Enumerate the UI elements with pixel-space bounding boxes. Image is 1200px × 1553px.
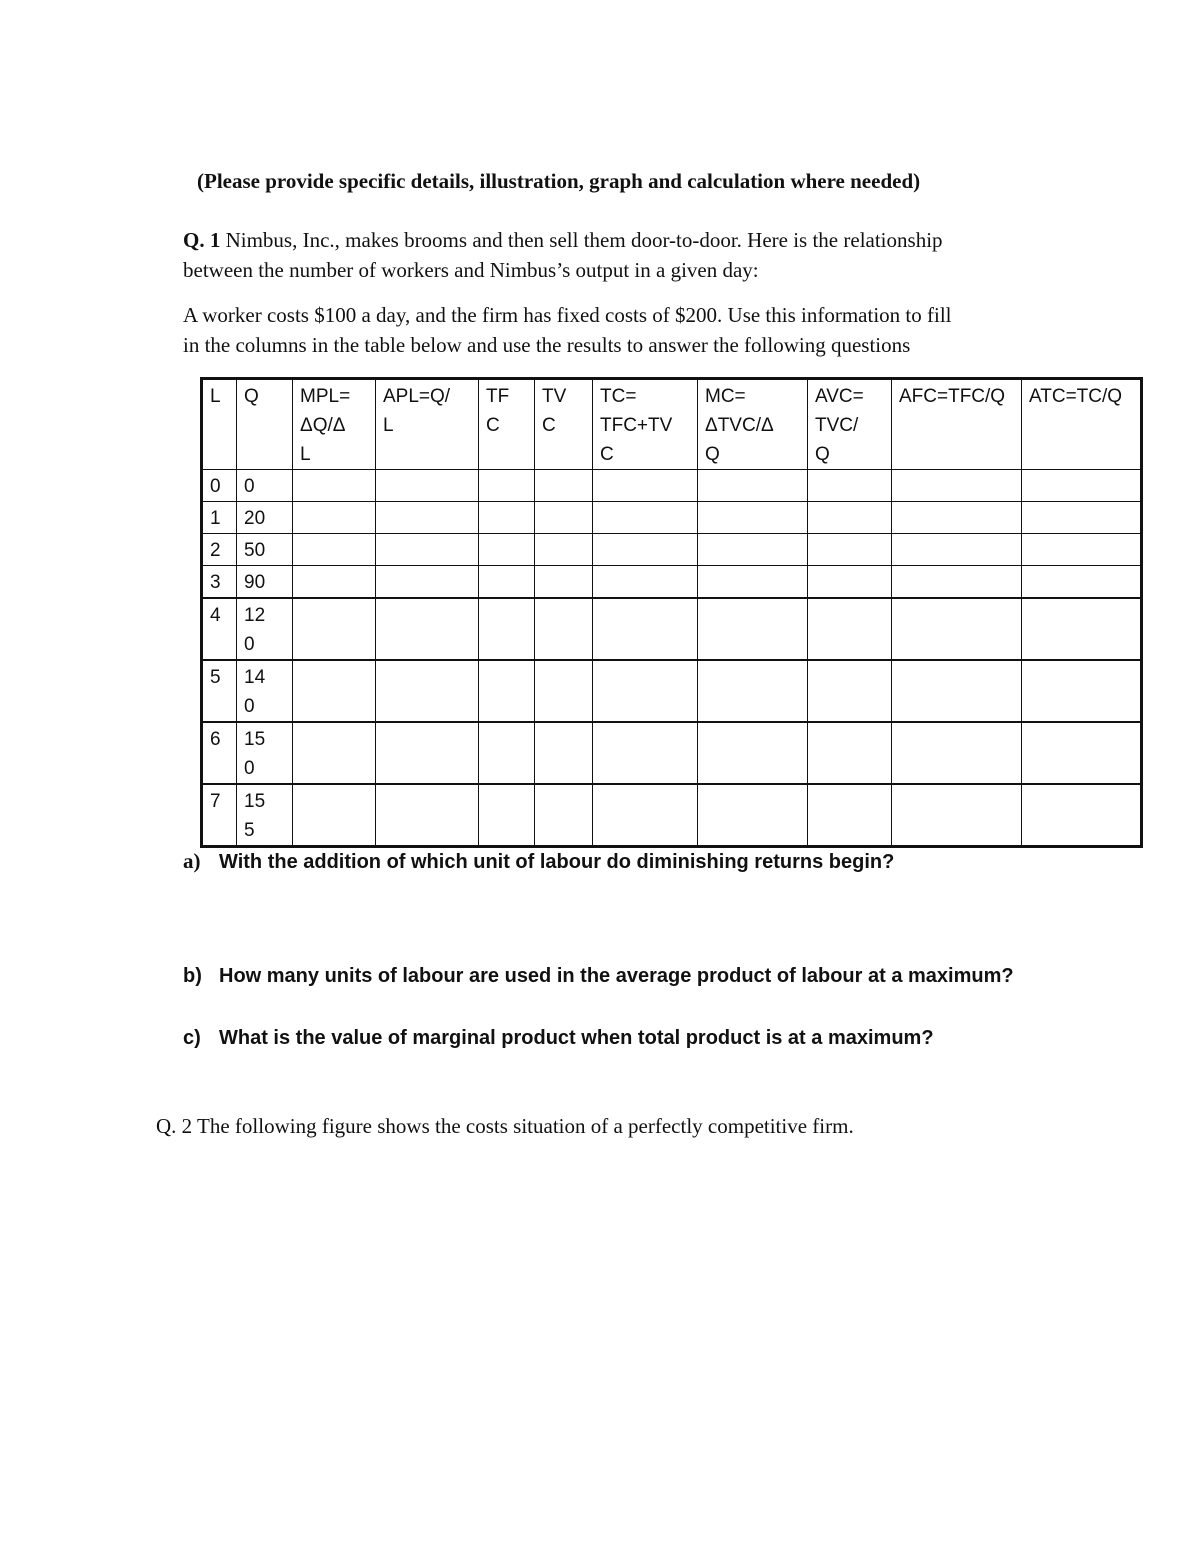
question-a — [183, 849, 894, 874]
question-a-letter: a) — [183, 849, 201, 873]
cell-labour: 3 — [202, 566, 237, 599]
table-header-cell — [293, 379, 376, 470]
header-text: ΔTVC/Δ — [705, 415, 774, 436]
header-text: Q — [244, 386, 259, 407]
cell-output — [237, 784, 293, 847]
blank-answer-cell[interactable] — [698, 784, 808, 847]
table-row — [202, 470, 1142, 502]
table-row — [202, 784, 1142, 847]
cell-output — [237, 566, 293, 599]
cell-labour: 4 — [202, 598, 237, 660]
blank-answer-cell[interactable] — [593, 534, 698, 566]
blank-answer-cell[interactable] — [892, 566, 1022, 599]
blank-answer-cell[interactable] — [892, 534, 1022, 566]
table-header-cell — [892, 379, 1022, 470]
header-text: L — [210, 386, 221, 407]
q1-line-1 — [183, 228, 943, 253]
blank-answer-cell[interactable] — [376, 534, 479, 566]
blank-answer-cell[interactable] — [1022, 784, 1142, 847]
blank-answer-cell[interactable] — [593, 566, 698, 599]
question-a-text: With the addition of which unit of labour do diminishing returns begin? — [219, 851, 895, 873]
blank-answer-cell[interactable] — [808, 722, 892, 784]
blank-answer-cell[interactable] — [293, 722, 376, 784]
blank-answer-cell[interactable] — [1022, 598, 1142, 660]
table-row — [202, 502, 1142, 534]
table-row — [202, 660, 1142, 722]
blank-answer-cell[interactable] — [808, 784, 892, 847]
cell-labour: 2 — [202, 534, 237, 566]
header-text: AFC=TFC/Q — [899, 386, 1006, 407]
output-text: 12 — [244, 605, 266, 626]
blank-answer-cell[interactable] — [479, 566, 535, 599]
blank-answer-cell[interactable] — [1022, 502, 1142, 534]
table-header-cell — [593, 379, 698, 470]
blank-answer-cell[interactable] — [376, 470, 479, 502]
blank-answer-cell[interactable] — [698, 722, 808, 784]
output-text: 0 — [244, 758, 255, 779]
cell-output — [237, 502, 293, 534]
table-row — [202, 722, 1142, 784]
table-body — [202, 470, 1142, 847]
table-row — [202, 534, 1142, 566]
blank-answer-cell[interactable] — [698, 660, 808, 722]
cell-labour: 7 — [202, 784, 237, 847]
cell-labour: 1 — [202, 502, 237, 534]
output-text: 15 — [244, 791, 266, 812]
blank-answer-cell[interactable] — [593, 722, 698, 784]
table-row — [202, 566, 1142, 599]
question-b-letter: b) — [183, 965, 202, 987]
output-text: 90 — [244, 572, 266, 593]
blank-answer-cell[interactable] — [293, 566, 376, 599]
header-text: C — [486, 415, 500, 436]
blank-answer-cell[interactable] — [535, 566, 593, 599]
header-text: L — [300, 444, 311, 465]
output-text: 0 — [244, 476, 255, 497]
blank-answer-cell[interactable] — [1022, 534, 1142, 566]
blank-answer-cell[interactable] — [892, 598, 1022, 660]
blank-answer-cell[interactable] — [1022, 660, 1142, 722]
question-b — [183, 965, 1014, 988]
header-text: C — [542, 415, 556, 436]
blank-answer-cell[interactable] — [535, 784, 593, 847]
header-text: TF — [486, 386, 510, 407]
cell-output — [237, 660, 293, 722]
blank-answer-cell[interactable] — [535, 722, 593, 784]
blank-answer-cell[interactable] — [1022, 566, 1142, 599]
table-row — [202, 598, 1142, 660]
blank-answer-cell[interactable] — [479, 470, 535, 502]
blank-answer-cell[interactable] — [1022, 722, 1142, 784]
q1-label: Q. 1 — [183, 228, 221, 252]
blank-answer-cell[interactable] — [376, 784, 479, 847]
header-text: MPL= — [300, 386, 351, 407]
blank-answer-cell[interactable] — [293, 470, 376, 502]
blank-answer-cell[interactable] — [593, 598, 698, 660]
blank-answer-cell[interactable] — [293, 502, 376, 534]
blank-answer-cell[interactable] — [892, 784, 1022, 847]
q2-text: Q. 2 The following figure shows the costs situation of a perfectly competitive firm. — [156, 1114, 854, 1138]
q1-line-3: A worker costs $100 a day, and the firm has fixed costs of $200. Use this information to fill — [183, 303, 952, 327]
header-text: ΔQ/Δ — [300, 415, 346, 436]
blank-answer-cell[interactable] — [479, 784, 535, 847]
blank-answer-cell[interactable] — [698, 598, 808, 660]
header-text: L — [383, 415, 394, 436]
output-text: 50 — [244, 540, 266, 561]
question-b-text: How many units of labour are used in the average product of labour at a maximum? — [219, 965, 1014, 987]
question-c-text: What is the value of marginal product when total product is at a maximum? — [219, 1027, 934, 1049]
blank-answer-cell[interactable] — [479, 502, 535, 534]
output-text: 0 — [244, 634, 255, 655]
table-header-cell — [202, 379, 237, 470]
header-text: TV — [542, 386, 567, 407]
blank-answer-cell[interactable] — [808, 470, 892, 502]
header-text: AVC= — [815, 386, 864, 407]
cell-output — [237, 470, 293, 502]
header-text: APL=Q/ — [383, 386, 451, 407]
blank-answer-cell[interactable] — [808, 534, 892, 566]
blank-answer-cell[interactable] — [293, 598, 376, 660]
blank-answer-cell[interactable] — [479, 598, 535, 660]
q1-text-1: Nimbus, Inc., makes brooms and then sell them door-to-door. Here is the relationship — [225, 228, 943, 252]
blank-answer-cell[interactable] — [808, 502, 892, 534]
blank-answer-cell[interactable] — [293, 660, 376, 722]
table-header-cell — [376, 379, 479, 470]
blank-answer-cell[interactable] — [376, 598, 479, 660]
table-header-cell — [479, 379, 535, 470]
header-text: TVC/ — [815, 415, 859, 436]
blank-answer-cell[interactable] — [293, 784, 376, 847]
cell-labour: 0 — [202, 470, 237, 502]
blank-answer-cell[interactable] — [479, 534, 535, 566]
header-text: Q — [815, 444, 830, 465]
blank-answer-cell[interactable] — [808, 566, 892, 599]
blank-answer-cell[interactable] — [892, 470, 1022, 502]
blank-answer-cell[interactable] — [535, 502, 593, 534]
blank-answer-cell[interactable] — [698, 502, 808, 534]
cost-table — [200, 377, 1143, 848]
table-header-row — [202, 379, 1142, 470]
output-text: 5 — [244, 820, 255, 841]
blank-answer-cell[interactable] — [535, 598, 593, 660]
blank-answer-cell[interactable] — [892, 660, 1022, 722]
blank-answer-cell[interactable] — [376, 722, 479, 784]
blank-answer-cell[interactable] — [892, 722, 1022, 784]
output-text: 0 — [244, 696, 255, 717]
blank-answer-cell[interactable] — [376, 502, 479, 534]
blank-answer-cell[interactable] — [293, 534, 376, 566]
header-text: C — [600, 444, 614, 465]
cell-labour: 5 — [202, 660, 237, 722]
header-text: MC= — [705, 386, 746, 407]
cell-labour: 6 — [202, 722, 237, 784]
blank-answer-cell[interactable] — [698, 470, 808, 502]
blank-answer-cell[interactable] — [808, 660, 892, 722]
table-header-cell — [808, 379, 892, 470]
blank-answer-cell[interactable] — [376, 660, 479, 722]
blank-answer-cell[interactable] — [535, 660, 593, 722]
blank-answer-cell[interactable] — [593, 784, 698, 847]
blank-answer-cell[interactable] — [479, 722, 535, 784]
blank-answer-cell[interactable] — [479, 660, 535, 722]
header-text: Q — [705, 444, 720, 465]
blank-answer-cell[interactable] — [698, 534, 808, 566]
q1-line-2: between the number of workers and Nimbus’s output in a given day: — [183, 258, 759, 282]
cell-output — [237, 598, 293, 660]
question-c — [183, 1027, 934, 1050]
blank-answer-cell[interactable] — [698, 566, 808, 599]
blank-answer-cell[interactable] — [376, 566, 479, 599]
blank-answer-cell[interactable] — [593, 470, 698, 502]
question-c-letter: c) — [183, 1027, 201, 1049]
instruction-heading: (Please provide specific details, illustration, graph and calculation where needed) — [197, 169, 921, 193]
blank-answer-cell[interactable] — [808, 598, 892, 660]
cell-output — [237, 534, 293, 566]
blank-answer-cell[interactable] — [593, 502, 698, 534]
header-text: TC= — [600, 386, 637, 407]
table-header-cell — [1022, 379, 1142, 470]
header-text: ATC=TC/Q — [1029, 386, 1123, 407]
table-header-cell — [237, 379, 293, 470]
q1-line-4: in the columns in the table below and use the results to answer the following questions — [183, 333, 911, 357]
output-text: 14 — [244, 667, 266, 688]
table-header-cell — [535, 379, 593, 470]
blank-answer-cell[interactable] — [535, 534, 593, 566]
table-header-cell — [698, 379, 808, 470]
blank-answer-cell[interactable] — [892, 502, 1022, 534]
output-text: 15 — [244, 729, 266, 750]
header-text: TFC+TV — [600, 415, 673, 436]
cell-output — [237, 722, 293, 784]
blank-answer-cell[interactable] — [593, 660, 698, 722]
output-text: 20 — [244, 508, 266, 529]
blank-answer-cell[interactable] — [1022, 470, 1142, 502]
blank-answer-cell[interactable] — [535, 470, 593, 502]
